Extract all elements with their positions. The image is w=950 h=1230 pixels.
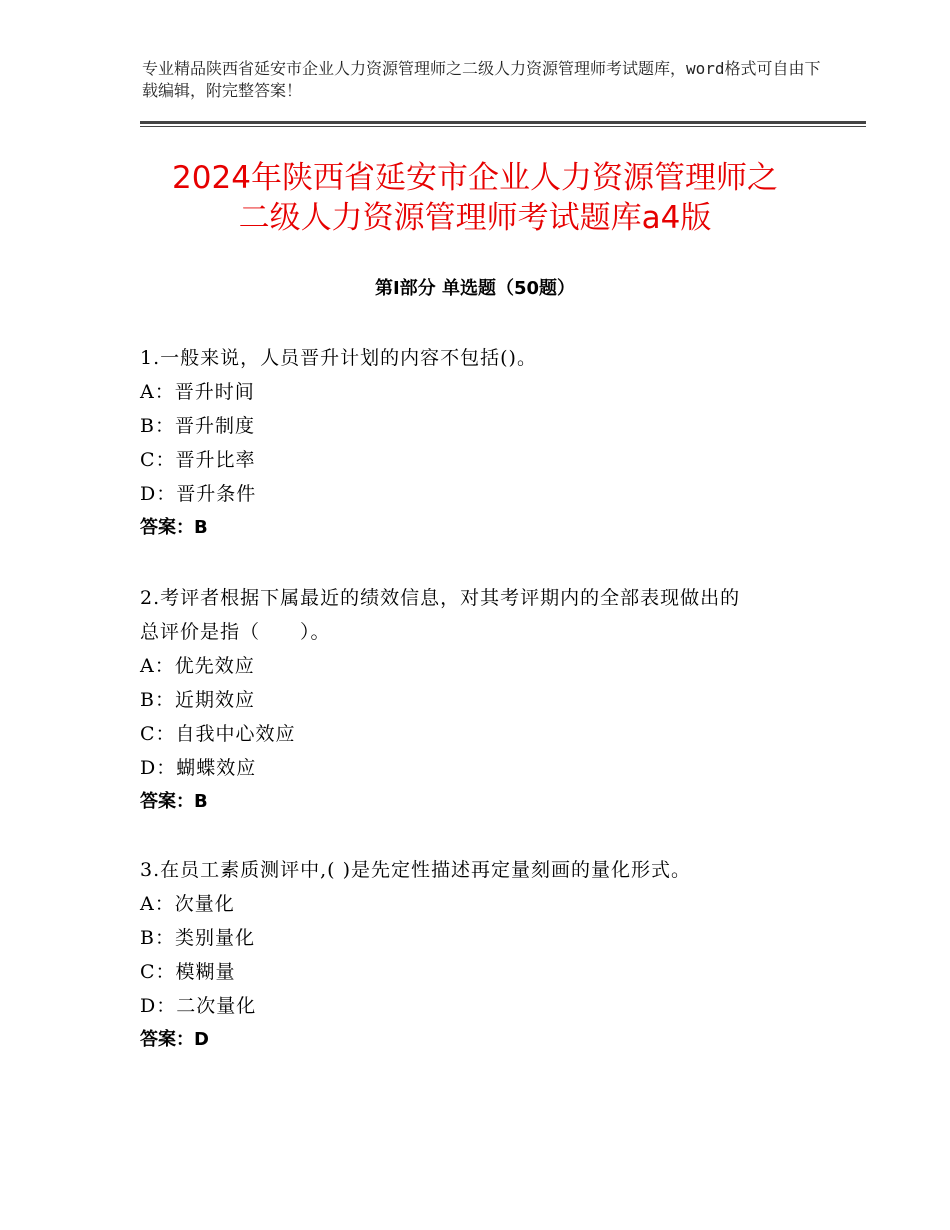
option-a: A：优先效应: [140, 655, 255, 677]
question-3: [140, 853, 840, 1057]
question-2: [140, 581, 840, 819]
question-stem: 3.在员工素质测评中,( )是先定性描述再定量刻画的量化形式。: [140, 859, 692, 881]
option-c: C：模糊量: [140, 961, 236, 983]
option-c: C：自我中心效应: [140, 723, 296, 745]
header-rule-thin: [140, 126, 866, 127]
question-1: [140, 341, 840, 545]
header-rule-thick: [140, 121, 866, 124]
option-a: A：晋升时间: [140, 381, 255, 403]
header-note: 专业精品陕西省延安市企业人力资源管理师之二级人力资源管理师考试题库，word格式可自由下载编辑，附完整答案！: [142, 59, 821, 100]
option-d: D：晋升条件: [140, 483, 257, 505]
option-c: C：晋升比率: [140, 449, 256, 471]
option-b: B：类别量化: [140, 927, 255, 949]
option-d: D：蝴蝶效应: [140, 757, 257, 779]
option-a: A：次量化: [140, 893, 235, 915]
title-line-2: 二级人力资源管理师考试题库a4版: [238, 200, 712, 236]
option-b: B：近期效应: [140, 689, 255, 711]
section-heading: 第Ⅰ部分 单选题（50题）: [374, 278, 575, 299]
question-stem-continued: 总评价是指（ ）。: [140, 621, 331, 643]
question-stem: 2.考评者根据下属最近的绩效信息，对其考评期内的全部表现做出的: [140, 587, 741, 609]
answer-line: 答案：B: [140, 517, 208, 538]
question-stem: 1.一般来说，人员晋升计划的内容不包括()。: [140, 347, 537, 369]
option-b: B：晋升制度: [140, 415, 255, 437]
option-d: D：二次量化: [140, 995, 257, 1017]
title-line-1: 2024年陕西省延安市企业人力资源管理师之: [172, 160, 778, 196]
answer-line: 答案：B: [140, 791, 208, 812]
answer-line: 答案：D: [140, 1029, 209, 1050]
document-title: [100, 158, 850, 238]
